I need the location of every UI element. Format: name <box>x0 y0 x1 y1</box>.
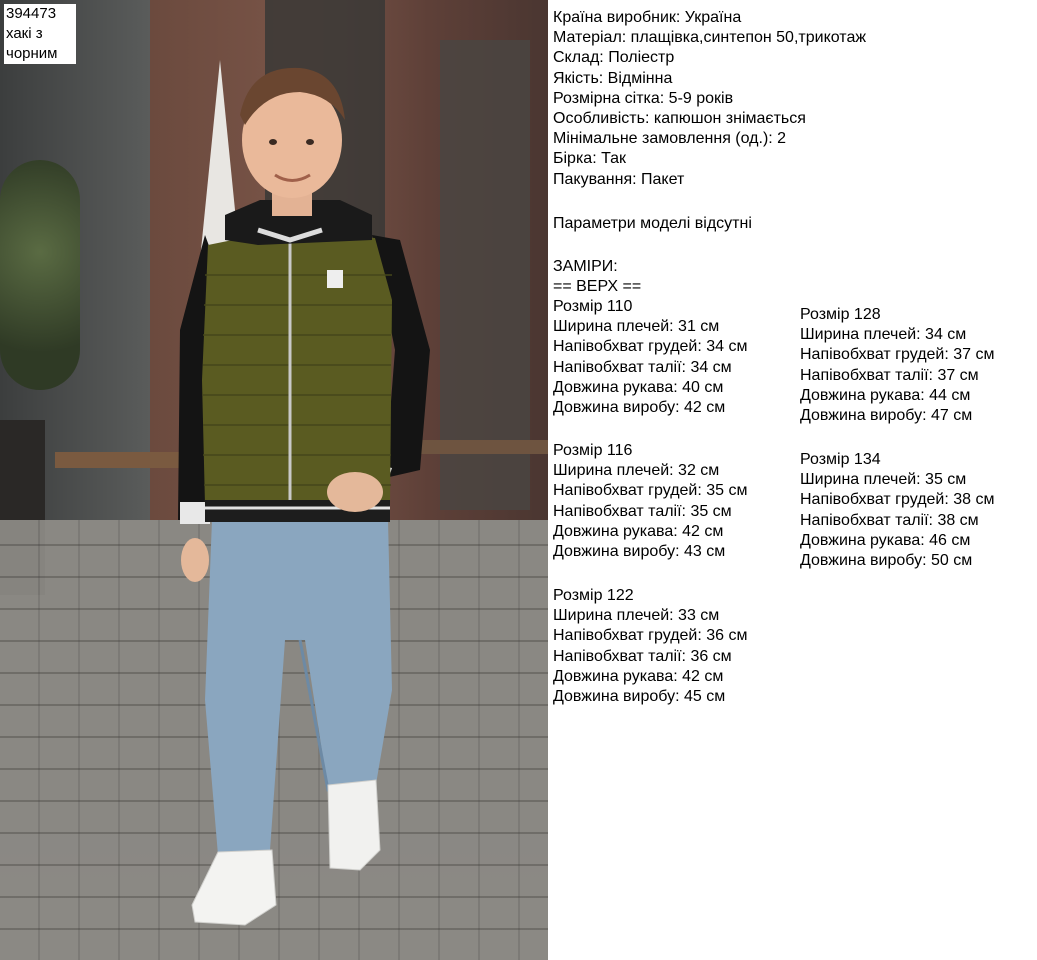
spec-tag: Бірка: Так <box>553 150 627 168</box>
sku-number: 394473 <box>6 5 57 22</box>
size-line: Ширина плечей: 31 см <box>553 318 720 336</box>
size-line: Напівобхват грудей: 36 см <box>553 627 748 645</box>
size-line: Напівобхват грудей: 37 см <box>800 346 995 364</box>
size-block-116 <box>553 441 748 562</box>
size-line: Напівобхват грудей: 38 см <box>800 491 995 509</box>
spec-packaging: Пакування: Пакет <box>553 170 685 188</box>
size-title: Розмір 122 <box>553 587 634 604</box>
spec-country: Країна виробник: Україна <box>553 9 742 26</box>
size-line: Довжина виробу: 50 см <box>800 552 973 570</box>
size-line: Довжина рукава: 40 см <box>553 378 724 396</box>
size-line: Довжина виробу: 43 см <box>553 543 726 561</box>
model-note: Параметри моделі відсутні <box>553 215 752 232</box>
size-title: Розмір 116 <box>553 442 633 459</box>
color-line-1: хакі з <box>6 25 43 42</box>
size-line: Довжина виробу: 45 см <box>553 688 726 706</box>
size-line: Довжина рукава: 42 см <box>553 667 724 685</box>
size-block-128 <box>800 305 995 426</box>
spec-quality: Якість: Відмінна <box>553 69 673 87</box>
size-title: Розмір 134 <box>800 451 881 468</box>
spec-size-range: Розмірна сітка: 5-9 років <box>553 89 734 107</box>
size-line: Напівобхват талії: 34 см <box>553 358 732 376</box>
size-block-110 <box>553 297 748 418</box>
spec-composition: Склад: Поліестр <box>553 49 675 67</box>
size-line: Напівобхват грудей: 34 см <box>553 338 748 356</box>
section-title: == ВЕРХ == <box>553 278 642 296</box>
size-line: Напівобхват талії: 35 см <box>553 502 732 520</box>
size-block-134 <box>800 450 995 571</box>
size-line: Довжина рукава: 46 см <box>800 531 971 549</box>
size-title: Розмір 128 <box>800 306 881 323</box>
spec-min-order: Мінімальне замовлення (од.): 2 <box>553 130 787 148</box>
measurements-title: ЗАМІРИ: <box>553 258 618 275</box>
size-line: Ширина плечей: 33 см <box>553 607 720 625</box>
product-specs <box>553 8 866 190</box>
size-line: Напівобхват грудей: 35 см <box>553 482 748 500</box>
size-line: Довжина виробу: 47 см <box>800 407 973 425</box>
spec-material: Матеріал: плащівка,синтепон 50,трикотаж <box>553 29 867 47</box>
size-line: Довжина рукава: 42 см <box>553 522 724 540</box>
spec-feature: Особливість: капюшон знімається <box>553 110 806 128</box>
sku-label <box>4 4 76 64</box>
size-block-122 <box>553 586 748 707</box>
size-line: Довжина виробу: 42 см <box>553 399 726 417</box>
size-line: Довжина рукава: 44 см <box>800 386 971 404</box>
size-line: Ширина плечей: 35 см <box>800 471 967 489</box>
size-line: Ширина плечей: 32 см <box>553 462 720 480</box>
size-title: Розмір 110 <box>553 298 633 315</box>
color-line-2: чорним <box>6 45 58 62</box>
size-line: Напівобхват талії: 36 см <box>553 647 732 665</box>
measurements-header <box>553 257 641 297</box>
size-line: Напівобхват талії: 37 см <box>800 366 979 384</box>
size-line: Ширина плечей: 34 см <box>800 326 967 344</box>
size-line: Напівобхват талії: 38 см <box>800 511 979 529</box>
